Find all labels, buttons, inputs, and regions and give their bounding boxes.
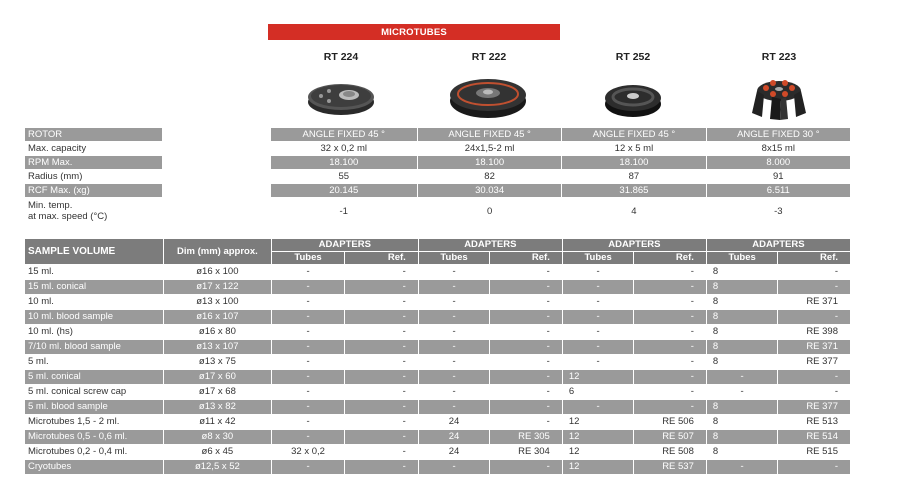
spec-value: 0 [486, 205, 493, 217]
ref-cell: - [345, 370, 418, 384]
spec-row [25, 128, 850, 141]
spec-value: 24x1,5-2 ml [464, 143, 515, 154]
tubes-cell: - [306, 326, 310, 337]
spec-value: ANGLE FIXED 45 ° [562, 128, 705, 141]
ref-cell: RE 371 [778, 340, 850, 354]
table-row [25, 280, 850, 294]
tubes-cell: - [452, 266, 456, 277]
sample-volume-cell: 5 ml. conical [25, 370, 163, 384]
spec-row [25, 184, 850, 197]
model-name: RT 252 [615, 51, 651, 63]
tubes-cell: - [272, 280, 345, 294]
tubes-cell: - [596, 296, 600, 307]
sample-volume-cell: 5 ml. blood sample [25, 400, 163, 414]
ref-cell: - [345, 310, 418, 324]
rotor-spec-table [24, 127, 851, 225]
dimension-cell: ø16 x 107 [164, 310, 271, 324]
model-name: RT 223 [761, 51, 797, 63]
model-name: RT 222 [471, 51, 507, 63]
ref-cell: - [690, 326, 694, 337]
spec-value: 8x15 ml [761, 143, 795, 154]
table-row [25, 265, 850, 279]
dimension-cell: ø8 x 30 [164, 430, 271, 444]
dimension-cell: ø16 x 80 [198, 326, 236, 337]
spec-value: 6.511 [707, 184, 850, 197]
adapters-header: ADAPTERS [707, 239, 850, 251]
spec-value: ANGLE FIXED 30 ° [707, 128, 850, 141]
spec-value: 20.145 [271, 184, 417, 197]
table-row [25, 460, 850, 474]
ref-cell: - [345, 280, 418, 294]
tubes-cell: - [272, 400, 345, 414]
ref-cell: - [490, 460, 562, 474]
ref-cell: - [345, 430, 418, 444]
spec-value: 18.100 [418, 156, 561, 169]
ref-cell: RE 508 [662, 446, 694, 457]
ref-cell: - [402, 326, 406, 337]
spec-row [25, 156, 850, 169]
rotor-rt223-image [748, 69, 810, 121]
table-row [25, 415, 850, 429]
tubes-cell: - [596, 266, 600, 277]
tubes-cell: - [419, 400, 490, 414]
ref-cell: - [402, 386, 406, 397]
dimension-cell: ø17 x 68 [198, 386, 236, 397]
tubes-header: Tubes [707, 252, 778, 264]
spec-value: ANGLE FIXED 45 ° [418, 128, 561, 141]
tubes-header: Tubes [563, 252, 634, 264]
ref-cell: - [546, 266, 550, 277]
sample-volume-cell: 7/10 ml. blood sample [25, 340, 163, 354]
dimension-cell: ø12,5 x 52 [164, 460, 271, 474]
tubes-cell: - [272, 310, 345, 324]
spec-label [25, 198, 162, 224]
ref-cell: - [345, 340, 418, 354]
tubes-cell: 32 x 0,2 [291, 446, 325, 457]
tubes-cell: - [452, 296, 456, 307]
spec-blank-cell [163, 184, 269, 197]
spec-label: Radius (mm) [28, 171, 83, 182]
tubes-cell: 8 [707, 400, 778, 414]
tubes-cell: - [272, 430, 345, 444]
spec-value: 32 x 0,2 ml [320, 143, 367, 154]
tubes-cell: 8 [712, 266, 719, 277]
dimension-cell: ø11 x 42 [199, 416, 236, 427]
ref-cell: - [690, 266, 694, 277]
dim-header: Dim (mm) approx. [164, 239, 271, 264]
dimension-cell: ø13 x 107 [164, 340, 271, 354]
spec-value: 87 [628, 171, 640, 182]
sample-volume-cell: 15 ml. conical [25, 280, 163, 294]
model-name: RT 224 [323, 51, 359, 63]
spec-row [25, 170, 850, 183]
spec-value: 12 x 5 ml [614, 143, 654, 154]
tubes-cell: 12 [568, 416, 580, 427]
tubes-cell: - [306, 266, 310, 277]
spec-value: ANGLE FIXED 45 ° [271, 128, 417, 141]
ref-cell: - [490, 340, 562, 354]
spec-value: 18.100 [562, 156, 705, 169]
ref-cell: - [402, 416, 406, 427]
tubes-cell: 8 [712, 446, 719, 457]
tubes-cell: 8 [712, 416, 719, 427]
tubes-cell: - [452, 356, 456, 367]
ref-cell: - [634, 340, 706, 354]
ref-cell: - [546, 386, 550, 397]
tubes-cell: 8 [707, 310, 778, 324]
tubes-cell: - [419, 310, 490, 324]
tubes-cell: - [596, 326, 600, 337]
sample-volume-cell: Microtubes 1,5 - 2 ml. [28, 416, 120, 427]
ref-cell: - [345, 400, 418, 414]
spec-value: 8.000 [707, 156, 850, 169]
ref-cell: - [490, 400, 562, 414]
ref-cell: RE 377 [806, 356, 838, 367]
ref-cell: - [634, 280, 706, 294]
spec-value: -1 [339, 205, 348, 217]
tubes-cell: 8 [712, 326, 719, 337]
tubes-cell: - [419, 460, 490, 474]
spec-row [25, 198, 850, 224]
dimension-cell: ø13 x 100 [196, 296, 239, 307]
table-row [25, 295, 850, 309]
spec-value: 31.865 [562, 184, 705, 197]
tubes-cell: 24 [419, 430, 490, 444]
dimension-cell: ø17 x 122 [164, 280, 271, 294]
ref-cell: RE 513 [806, 416, 838, 427]
sample-volume-cell: 10 ml. (hs) [28, 326, 73, 337]
tubes-cell: - [452, 326, 456, 337]
ref-cell: - [402, 446, 406, 457]
ref-cell: - [546, 416, 550, 427]
adapters-header: ADAPTERS [563, 239, 706, 251]
ref-cell: - [402, 296, 406, 307]
table-row [25, 430, 850, 444]
tubes-cell: 8 [707, 340, 778, 354]
tubes-cell: - [306, 356, 310, 367]
ref-cell: RE 304 [518, 446, 550, 457]
spec-row [25, 142, 850, 155]
tubes-cell: - [707, 370, 778, 384]
tubes-cell: 12 [563, 460, 634, 474]
ref-cell: - [490, 280, 562, 294]
spec-value: 55 [338, 171, 350, 182]
tubes-cell: - [306, 296, 310, 307]
tubes-cell: - [563, 310, 634, 324]
spec-value: 82 [484, 171, 495, 182]
tubes-cell: - [419, 280, 490, 294]
ref-cell: - [634, 370, 706, 384]
dimension-cell: ø16 x 100 [196, 266, 239, 277]
tubes-cell: - [306, 386, 310, 397]
rotor-rt222-image [446, 73, 530, 121]
spec-blank-cell [163, 128, 269, 141]
adapter-table [24, 238, 851, 475]
ref-cell: - [546, 296, 550, 307]
adapters-header: ADAPTERS [272, 239, 418, 251]
tubes-cell: - [272, 340, 345, 354]
sample-volume-cell: Microtubes 0,2 - 0,4 ml. [28, 446, 128, 457]
spec-label-line: Min. temp. [28, 200, 73, 211]
rotor-rt252-image [601, 76, 665, 120]
spec-value: 91 [773, 171, 784, 182]
table-row [25, 370, 850, 384]
dimension-cell: ø13 x 82 [164, 400, 271, 414]
tubes-cell: 8 [707, 430, 778, 444]
section-banner: MICROTUBES [268, 24, 560, 40]
ref-cell: - [778, 280, 850, 294]
ref-cell: - [778, 370, 850, 384]
ref-cell: - [778, 460, 850, 474]
ref-cell: RE 305 [490, 430, 562, 444]
tubes-cell: 8 [712, 296, 719, 307]
rotor-rt224-image [305, 76, 377, 118]
ref-cell: RE 507 [634, 430, 706, 444]
ref-cell: - [402, 356, 406, 367]
spec-value: -3 [774, 205, 783, 217]
ref-cell: RE 377 [778, 400, 850, 414]
table-row [25, 355, 850, 369]
ref-cell: RE 506 [662, 416, 694, 427]
spec-value: 30.034 [418, 184, 561, 197]
tubes-cell: 6 [568, 386, 575, 397]
sample-volume-cell: 10 ml. blood sample [25, 310, 163, 324]
ref-cell: RE 398 [806, 326, 838, 337]
table-row [25, 400, 850, 414]
table-row [25, 325, 850, 339]
spec-label: RCF Max. (xg) [25, 184, 162, 197]
tubes-cell: 8 [707, 280, 778, 294]
tubes-cell: 8 [712, 356, 719, 367]
tubes-cell: - [272, 460, 345, 474]
ref-cell: - [490, 310, 562, 324]
tubes-cell: - [419, 340, 490, 354]
sample-volume-cell: 15 ml. [28, 266, 54, 277]
table-row [25, 340, 850, 354]
ref-cell: - [402, 266, 406, 277]
ref-cell: - [778, 310, 850, 324]
dimension-cell: ø6 x 45 [201, 446, 234, 457]
ref-cell: RE 537 [634, 460, 706, 474]
tubes-cell: - [563, 280, 634, 294]
ref-cell: RE 371 [806, 296, 838, 307]
tubes-cell: - [452, 386, 456, 397]
tubes-cell: 12 [563, 370, 634, 384]
table-row [25, 445, 850, 459]
ref-header: Ref. [634, 252, 706, 264]
spec-blank-cell [163, 198, 269, 224]
ref-cell: - [690, 386, 694, 397]
tubes-cell: - [306, 416, 310, 427]
ref-cell: - [834, 386, 838, 397]
spec-blank-cell [163, 142, 269, 155]
tubes-cell: - [707, 460, 778, 474]
ref-cell: - [490, 370, 562, 384]
spec-blank-cell [163, 170, 269, 183]
spec-value: 4 [631, 205, 637, 217]
ref-cell: - [634, 310, 706, 324]
ref-header: Ref. [490, 252, 562, 264]
sample-volume-cell: 10 ml. [28, 296, 54, 307]
sample-volume-cell: 5 ml. conical screw cap [28, 386, 127, 397]
table-row [25, 385, 850, 399]
sample-volume-cell: Cryotubes [25, 460, 163, 474]
ref-cell: - [546, 326, 550, 337]
tubes-header: Tubes [272, 252, 345, 264]
tubes-cell: 12 [563, 430, 634, 444]
sample-volume-header: SAMPLE VOLUME [25, 239, 163, 264]
sample-volume-cell: 5 ml. [28, 356, 49, 367]
dimension-cell: ø17 x 60 [164, 370, 271, 384]
table-row [25, 310, 850, 324]
tubes-header: Tubes [419, 252, 490, 264]
spec-label: RPM Max. [25, 156, 162, 169]
tubes-cell: - [596, 356, 600, 367]
sample-volume-cell: Microtubes 0,5 - 0,6 ml. [25, 430, 163, 444]
ref-cell: - [546, 356, 550, 367]
ref-cell: RE 515 [806, 446, 838, 457]
spec-blank-cell [163, 156, 269, 169]
tubes-cell: - [563, 340, 634, 354]
tubes-cell: - [272, 370, 345, 384]
ref-cell: - [634, 400, 706, 414]
tubes-cell: 12 [568, 446, 580, 457]
ref-header: Ref. [345, 252, 418, 264]
ref-cell: - [834, 266, 838, 277]
ref-header: Ref. [778, 252, 850, 264]
ref-cell: - [690, 356, 694, 367]
spec-label: Max. capacity [28, 143, 87, 154]
spec-label: ROTOR [25, 128, 162, 141]
spec-value: 18.100 [271, 156, 417, 169]
ref-cell: RE 514 [778, 430, 850, 444]
adapters-header: ADAPTERS [419, 239, 562, 251]
tubes-cell: - [419, 370, 490, 384]
spec-label-line: at max. speed (°C) [28, 211, 108, 222]
tubes-cell: 24 [448, 416, 460, 427]
ref-cell: - [690, 296, 694, 307]
tubes-cell: - [740, 386, 744, 397]
ref-cell: - [345, 460, 418, 474]
tubes-cell: 24 [448, 446, 460, 457]
dimension-cell: ø13 x 75 [198, 356, 236, 367]
tubes-cell: - [563, 400, 634, 414]
